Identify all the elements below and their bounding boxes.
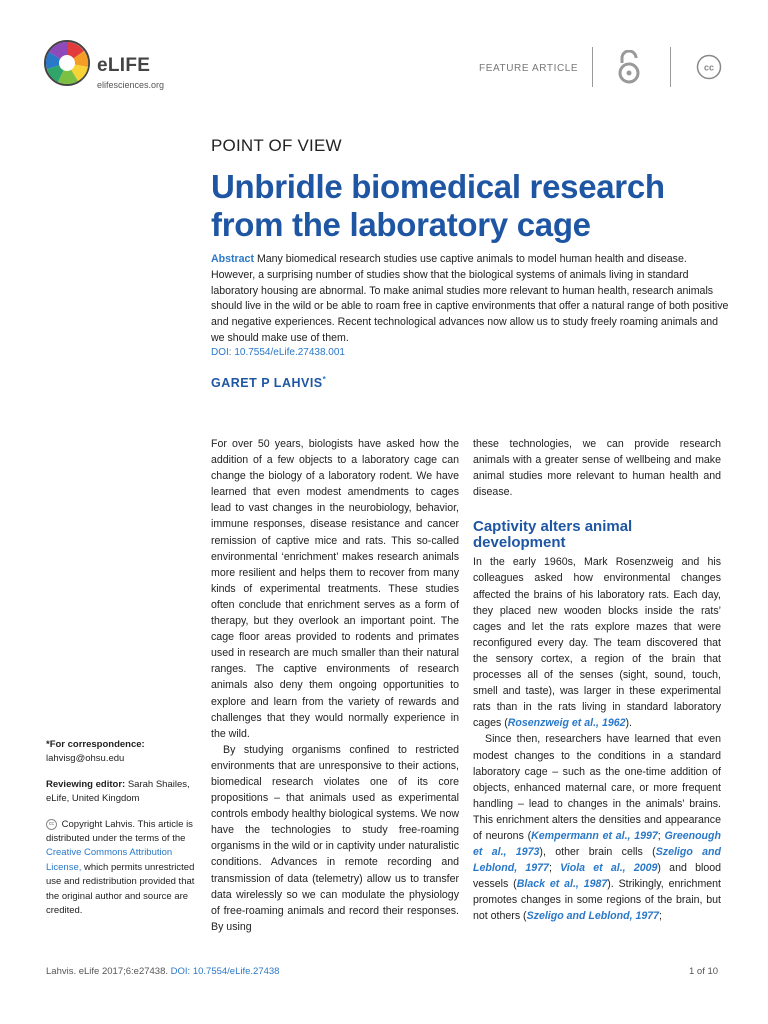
footer-doi-link[interactable]: DOI: 10.7554/eLife.27438 [170, 966, 280, 977]
citation-link[interactable]: Szeligo and Leblond, 1977 [473, 846, 721, 875]
brand-name: eLIFE [97, 55, 151, 76]
article-title: Unbridle biomedical research from the laboratory cage [211, 168, 665, 243]
correspondence [46, 738, 196, 767]
copyright-text: Copyright Lahvis. This article is distributed under the terms of the [46, 818, 193, 845]
citation-link[interactable]: Szeligo and Leblond, 1977 [526, 910, 660, 923]
svg-text:cc: cc [703, 62, 715, 73]
author-mark: * [322, 375, 327, 384]
copyright-text-end: which permits unrestricted use and redistribution provided that the original author and source are credited. [46, 861, 195, 917]
footer-citation [46, 966, 279, 977]
header-divider [670, 47, 671, 87]
paragraph: For over 50 years, biologists have asked how the addition of a few objects to a laboratory cage can change the biology of a laboratory rodent. We have learned that even modest amendments to cages lead to vast changes in the neurobiology, behavior, immune responses, disease resistance and cancer remission of captive mice and rats. This so-called environmental ‘enrichment’ makes research animals more resilient and helps them to recover from many kinds of experimental treatments. These studies often conclude that enrichment serves as a form of therapy, but they overlook an important point. The cage floor areas provided to rodents and primates used in research are much smaller than their natural ranges. The captive environments of research animals also deny them ongoing opportunities to explore and learn from the variety of rewards and challenges that they would normally experience in the wild. [211, 438, 459, 740]
paragraph: By studying organisms confined to restricted environments that are unresponsive to their actions, biomedical research violates one of its core propositions – that animals used as experimental controls embody healthy biological systems. We now have the technologies to study free-roaming organisms in the wild or in captivity under naturalistic conditions. Advances in remote recording and transmission of data (telemetry) allow us to transfer data wirelessly so we can modulate the physiology of free-roaming animals and record their responses. By using [211, 743, 459, 933]
brand-url[interactable]: elifesciences.org [97, 80, 165, 90]
copyright [46, 818, 196, 919]
body-column-left [211, 436, 459, 935]
paragraph-text: In the early 1960s, Mark Rosenzweig and his colleagues asked how environmental changes affected the brains of his laboratory rats. Each day, they placed new wooden blocks inside the rats’ cages and let the rats explore mazes that were reconfigured every day. The team discovered that the sensory cortex, a region of the brain that processes all of the senses (sight, sound, touch, smell and taste), was larger in these experimental rats than in the rats living in standard laboratory cages ( [473, 556, 721, 730]
cc-small-icon: cc [46, 819, 57, 830]
body-column-right [473, 436, 721, 925]
footer-citation-text: Lahvis. eLife 2017;6:e27438. [46, 966, 169, 977]
article-kicker: POINT OF VIEW [211, 136, 342, 155]
paragraph-text: ; [659, 910, 662, 923]
paragraph-text: ) and blood vessels ( [473, 862, 721, 891]
author-name [211, 375, 326, 390]
abstract [211, 252, 731, 347]
paragraph-text: Since then, researchers have learned that even modest changes to the conditions in a standard laboratory cage – such as the one-time addition of objects, enhanced maternal care, or more frequent handling – lead to changes in the animals’ brains. This enrichment alters the densities and appearance of neurons ( [473, 733, 721, 842]
reviewing-editor [46, 778, 196, 807]
paragraph-text: ), other brain cells ( [539, 846, 656, 859]
side-notes [46, 738, 196, 929]
citation-separator: ; [657, 829, 665, 842]
open-access-icon[interactable] [616, 50, 642, 84]
paragraph-text: ). [625, 717, 632, 730]
doi-link[interactable]: DOI: 10.7554/eLife.27438.001 [211, 347, 345, 358]
reviewing-editor-label: Reviewing editor: [46, 778, 126, 790]
citation-link[interactable]: Greenough et al., 1973 [473, 829, 721, 859]
correspondence-label: *For correspondence: [46, 739, 145, 750]
citation-link[interactable]: Rosenzweig et al., 1962 [507, 717, 626, 730]
abstract-label: Abstract [211, 253, 254, 265]
reviewing-editor-name: Sarah Shailes, eLife, United Kingdom [46, 778, 190, 805]
paragraph: these technologies, we can provide research animals with a greater sense of wellbeing and make animal studies more relevant to human health and disease. [473, 438, 721, 499]
citation-link[interactable]: Viola et al., 2009 [560, 862, 658, 875]
abstract-text: Many biomedical research studies use captive animals to model human health and disease. However, a surprising number of studies show that the biological systems of animals living in standard laboratory housing are abnormal. To make animal studies more relevant to human health, research animals should live in the wild or be able to roam free in captive environments that offer a natural range of both positive and negative experiences. Recent technological advances now allow us to study freely roaming animals and we should make use of them. [211, 253, 729, 344]
paragraph [473, 554, 721, 731]
article-type: FEATURE ARTICLE [479, 63, 579, 74]
elife-logo-icon[interactable] [44, 40, 90, 86]
paragraph-text: ). Strikingly, enrichment promotes changes in some regions of the brain, but not others ( [473, 878, 722, 923]
citation-link[interactable]: Black et al., 1987 [516, 878, 608, 891]
citation-separator: ; [548, 862, 561, 875]
author-name-text: GARET P LAHVIS [211, 376, 323, 391]
license-link[interactable]: Creative Commons Attribution License, [46, 847, 173, 873]
citation-link[interactable]: Kempermann et al., 1997 [531, 829, 658, 842]
paragraph [473, 731, 721, 924]
header-divider [592, 47, 593, 87]
section-heading: Captivity alters animal development [473, 518, 633, 552]
creative-commons-icon[interactable] [696, 54, 722, 80]
page-number: 1 of 10 [689, 966, 719, 977]
correspondence-email[interactable]: lahvisg@ohsu.edu [46, 753, 125, 765]
